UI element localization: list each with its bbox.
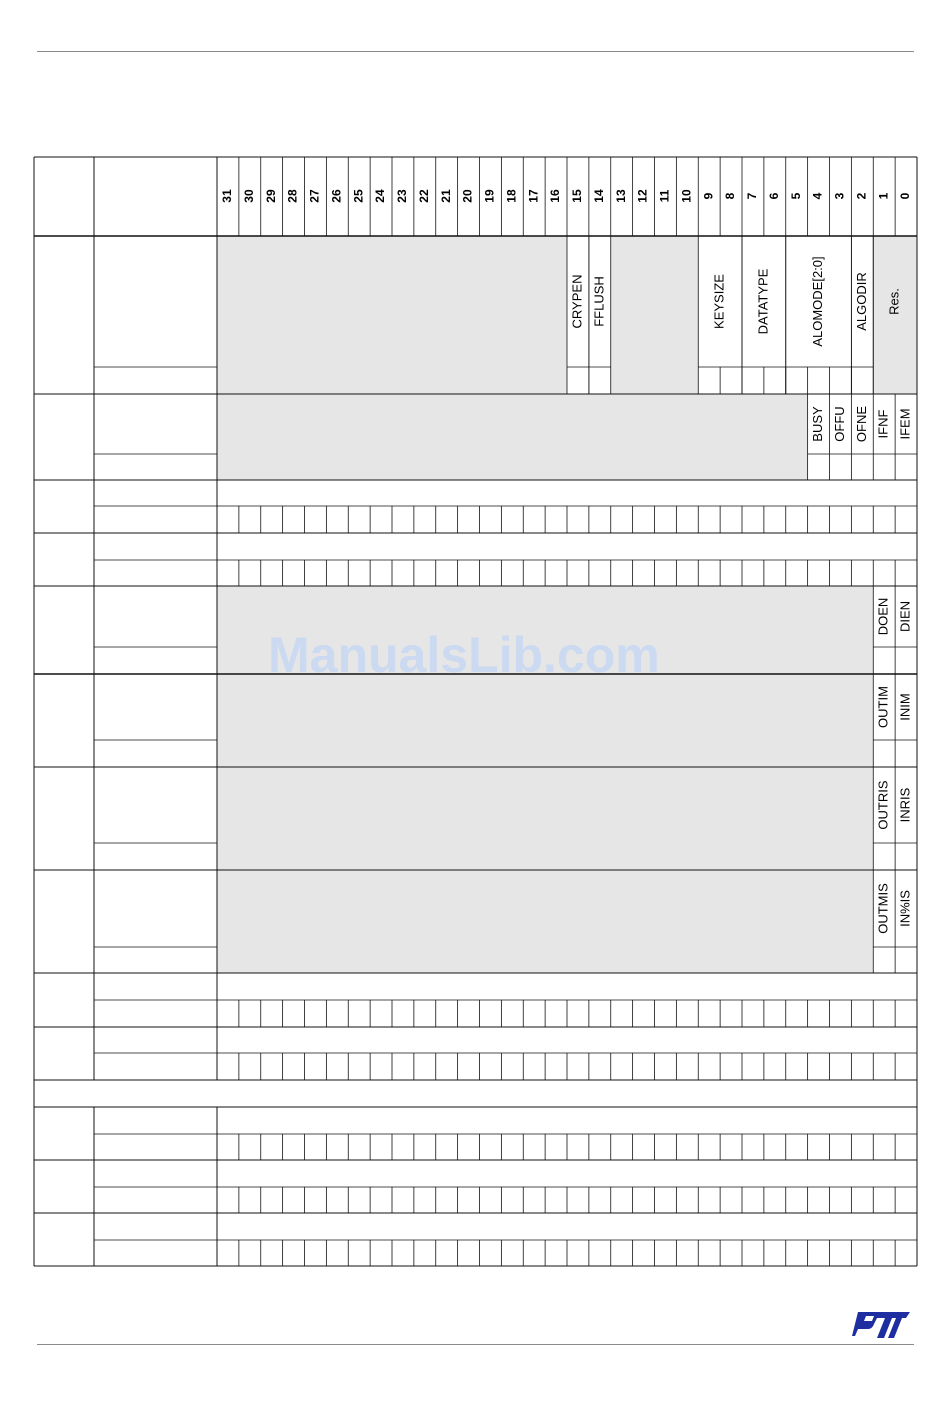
field-label: FFLUSH <box>591 276 607 327</box>
reserved-area <box>611 236 699 394</box>
field-label: OUTIM <box>875 686 891 728</box>
st-logo-icon <box>852 1310 912 1340</box>
bit-number: 31 <box>220 189 235 203</box>
bit-number: 23 <box>395 189 410 203</box>
field-label: ALOMODE[2:0] <box>810 256 825 347</box>
field-label: DIEN <box>897 600 913 633</box>
field-label: OUTRIS <box>875 780 891 830</box>
field-label: IFNF <box>875 409 891 439</box>
field-label: OFFU <box>831 406 847 442</box>
bit-number: 10 <box>679 189 694 203</box>
bit-number: 12 <box>635 189 650 203</box>
reserved-area <box>873 367 917 394</box>
bit-number: 17 <box>526 189 541 203</box>
bit-number: 3 <box>832 192 847 200</box>
bit-number: 8 <box>723 192 738 200</box>
field-label: DATATYPE <box>755 268 771 335</box>
bit-number: 24 <box>373 189 388 203</box>
field-label: INRIS <box>897 787 913 823</box>
bit-number: 27 <box>307 189 322 203</box>
field-label: CRYPEN <box>569 274 585 329</box>
reserved-area <box>217 870 873 973</box>
field-label: OFNE <box>853 405 869 443</box>
bit-number: 11 <box>657 189 672 203</box>
field-label: KEYSIZE <box>711 274 727 329</box>
bit-number: 2 <box>854 192 869 200</box>
bit-number: 9 <box>701 192 716 200</box>
bit-number: 18 <box>504 189 519 203</box>
bit-number: 20 <box>460 189 475 203</box>
bit-number: 30 <box>241 189 256 203</box>
reserved-area <box>217 767 873 870</box>
bit-number: 19 <box>482 189 497 203</box>
field-label: IFEM <box>897 408 913 440</box>
bit-number: 6 <box>766 192 781 200</box>
bit-number: 1 <box>876 192 891 200</box>
bit-number: 28 <box>285 189 300 203</box>
field-label: OUTMIS <box>875 883 891 934</box>
reserved-area <box>217 674 873 767</box>
field-label: INIM <box>897 693 913 721</box>
bit-number: 21 <box>438 189 453 203</box>
bit-number: 4 <box>810 192 825 200</box>
bit-number: 15 <box>570 189 585 203</box>
bit-number: 26 <box>329 189 344 203</box>
bit-number: 0 <box>898 192 913 200</box>
bit-number: 14 <box>591 189 606 203</box>
bit-number: 13 <box>613 189 628 203</box>
reserved-area <box>217 236 567 394</box>
bit-number: 16 <box>548 189 563 203</box>
bit-number: 25 <box>351 189 366 203</box>
field-label: DOEN <box>875 597 891 636</box>
field-label: BUSY <box>810 406 825 442</box>
bit-number: 7 <box>745 192 760 200</box>
bit-number: 22 <box>416 189 431 203</box>
watermark-text: ManualsLib.com <box>268 627 660 683</box>
bit-number: 5 <box>788 192 803 200</box>
reserved-area <box>217 394 808 480</box>
field-label: Res. <box>886 288 902 315</box>
bit-number: 29 <box>263 189 278 203</box>
field-label: ALGODIR <box>853 272 869 331</box>
field-label: IN%IS <box>897 890 913 927</box>
